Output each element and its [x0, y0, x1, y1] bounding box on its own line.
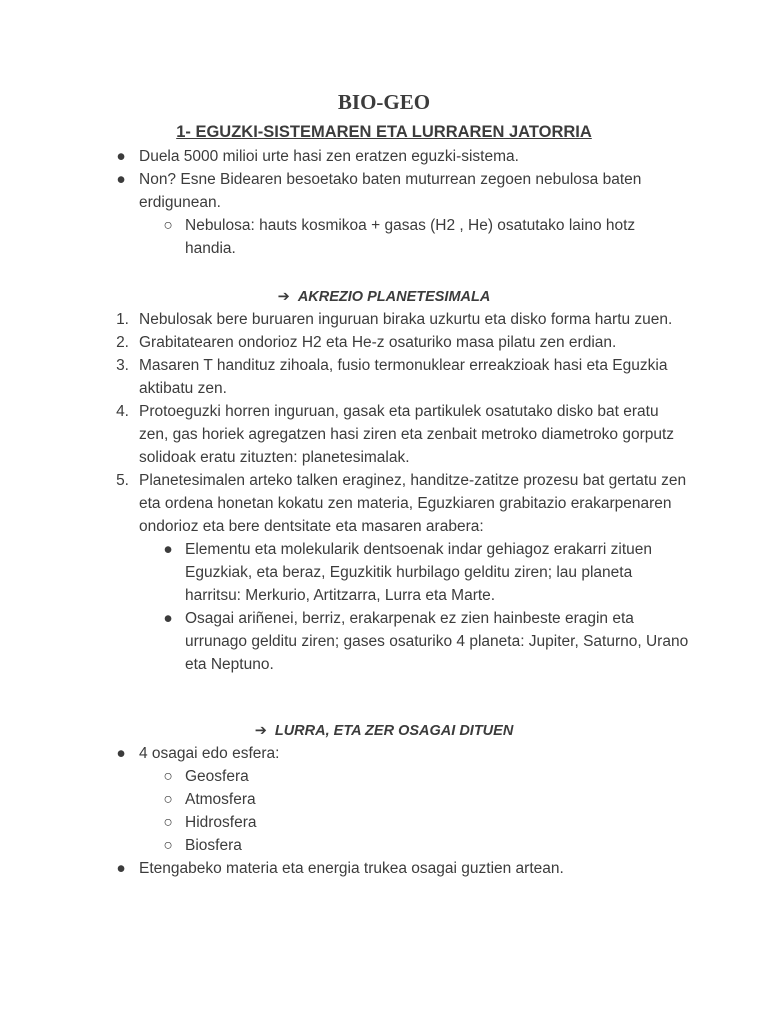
- numbered-item-text: Protoeguzki horren inguruan, gasak eta partikulek osatutako disko bat eratu zen, gas horiek agregatzen hasi ziren eta zenbait metroko diametroko gorputz solidoak eratu zituzten: planetesimalak.: [139, 403, 675, 466]
- circle-marker: ○: [163, 837, 173, 854]
- intro-list: [110, 145, 690, 260]
- circle-marker: ○: [163, 791, 173, 808]
- item-number: 2.: [116, 334, 129, 351]
- list-item-text: 4 osagai edo esfera:: [139, 745, 280, 762]
- numbered-item: [110, 469, 690, 538]
- circle-marker: ○: [163, 814, 173, 831]
- sub-list-item: [110, 811, 690, 834]
- section-title: 1- EGUZKI-SISTEMAREN ETA LURRAREN JATORRIA: [176, 123, 592, 141]
- spheres-list: [110, 742, 690, 880]
- list-item: [110, 168, 690, 214]
- numbered-item-text: Nebulosak bere buruaren inguruan biraka uzkurtu eta disko forma hartu zuen.: [139, 311, 673, 328]
- circle-marker: ○: [163, 768, 173, 785]
- bullet-marker: ●: [116, 148, 126, 165]
- numbered-item-text: Masaren T handituz zihoala, fusio termonuklear erreakzioak hasi eta Eguzkia aktibatu zen.: [139, 357, 668, 397]
- circle-marker: ○: [163, 217, 173, 234]
- bullet-marker: ●: [116, 171, 126, 188]
- sub-list-item: [110, 765, 690, 788]
- numbered-item-text: Grabitatearen ondorioz H2 eta He-z osaturiko masa pilatu zen erdian.: [139, 334, 617, 351]
- item-number: 4.: [116, 403, 129, 420]
- numbered-item: [110, 400, 690, 469]
- sub-list-item-text: Hidrosfera: [185, 814, 257, 831]
- numbered-item: [110, 354, 690, 400]
- sub-list-item: [110, 214, 690, 260]
- page-title: BIO-GEO: [337, 90, 431, 114]
- section-heading-akrezio: [0, 286, 768, 308]
- item-number: 3.: [116, 357, 129, 374]
- item-number: 1.: [116, 311, 129, 328]
- list-item-text: Etengabeko materia eta energia trukea osagai guztien artean.: [139, 860, 564, 877]
- sub-list-item-text: Geosfera: [185, 768, 249, 785]
- sub-list-item: [110, 538, 690, 607]
- list-item: [110, 742, 690, 765]
- bullet-marker: ●: [163, 541, 173, 558]
- sub-list-item-text: Atmosfera: [185, 791, 256, 808]
- numbered-item: [110, 331, 690, 354]
- arrow-icon: ➔: [254, 723, 267, 739]
- sub-list-item-text: Elementu eta molekularik dentsoenak indar gehiagoz erakarri zituen Eguzkiak, eta beraz, Eguzkitik hurbilago gelditu ziren; lau planeta harritsu: Merkurio, Artitzarra, Lurra eta Marte.: [185, 541, 652, 604]
- numbered-item-text: Planetesimalen arteko talken eraginez, handitze-zatitze prozesu bat gertatu zen eta ordena honetan kokatu zen materia, Eguzkiaren grabitazio erakarpenaren ondorioz eta bere dentsitate eta masaren arabera:: [139, 472, 687, 535]
- steps-list: [110, 308, 690, 676]
- bullet-marker: ●: [116, 860, 126, 877]
- item-number: 5.: [116, 472, 129, 489]
- section-heading-lurra: [0, 720, 768, 742]
- heading-text: LURRA, ETA ZER OSAGAI DITUEN: [274, 723, 514, 739]
- list-item: [110, 857, 690, 880]
- sub-list-item: [110, 834, 690, 857]
- heading-text: AKREZIO PLANETESIMALA: [297, 289, 491, 305]
- list-item-text: Non? Esne Bidearen besoetako baten muturrean zegoen nebulosa baten erdigunean.: [139, 171, 642, 211]
- bullet-marker: ●: [163, 610, 173, 627]
- sub-list-item-text: Biosfera: [185, 837, 242, 854]
- numbered-item: [110, 308, 690, 331]
- sub-list-item-text: Nebulosa: hauts kosmikoa + gasas (H2 , He) osatutako laino hotz handia.: [185, 217, 636, 257]
- arrow-icon: ➔: [277, 289, 290, 305]
- sub-list-item: [110, 788, 690, 811]
- sub-list-item: [110, 607, 690, 676]
- sub-list-item-text: Osagai ariñenei, berriz, erakarpenak ez zien hainbeste eragin eta urrunago gelditu ziren; gases osaturiko 4 planeta: Jupiter, Saturno, Urano eta Neptuno.: [185, 610, 689, 673]
- bullet-marker: ●: [116, 745, 126, 762]
- list-item: [110, 145, 690, 168]
- list-item-text: Duela 5000 milioi urte hasi zen eratzen eguzki-sistema.: [139, 148, 519, 165]
